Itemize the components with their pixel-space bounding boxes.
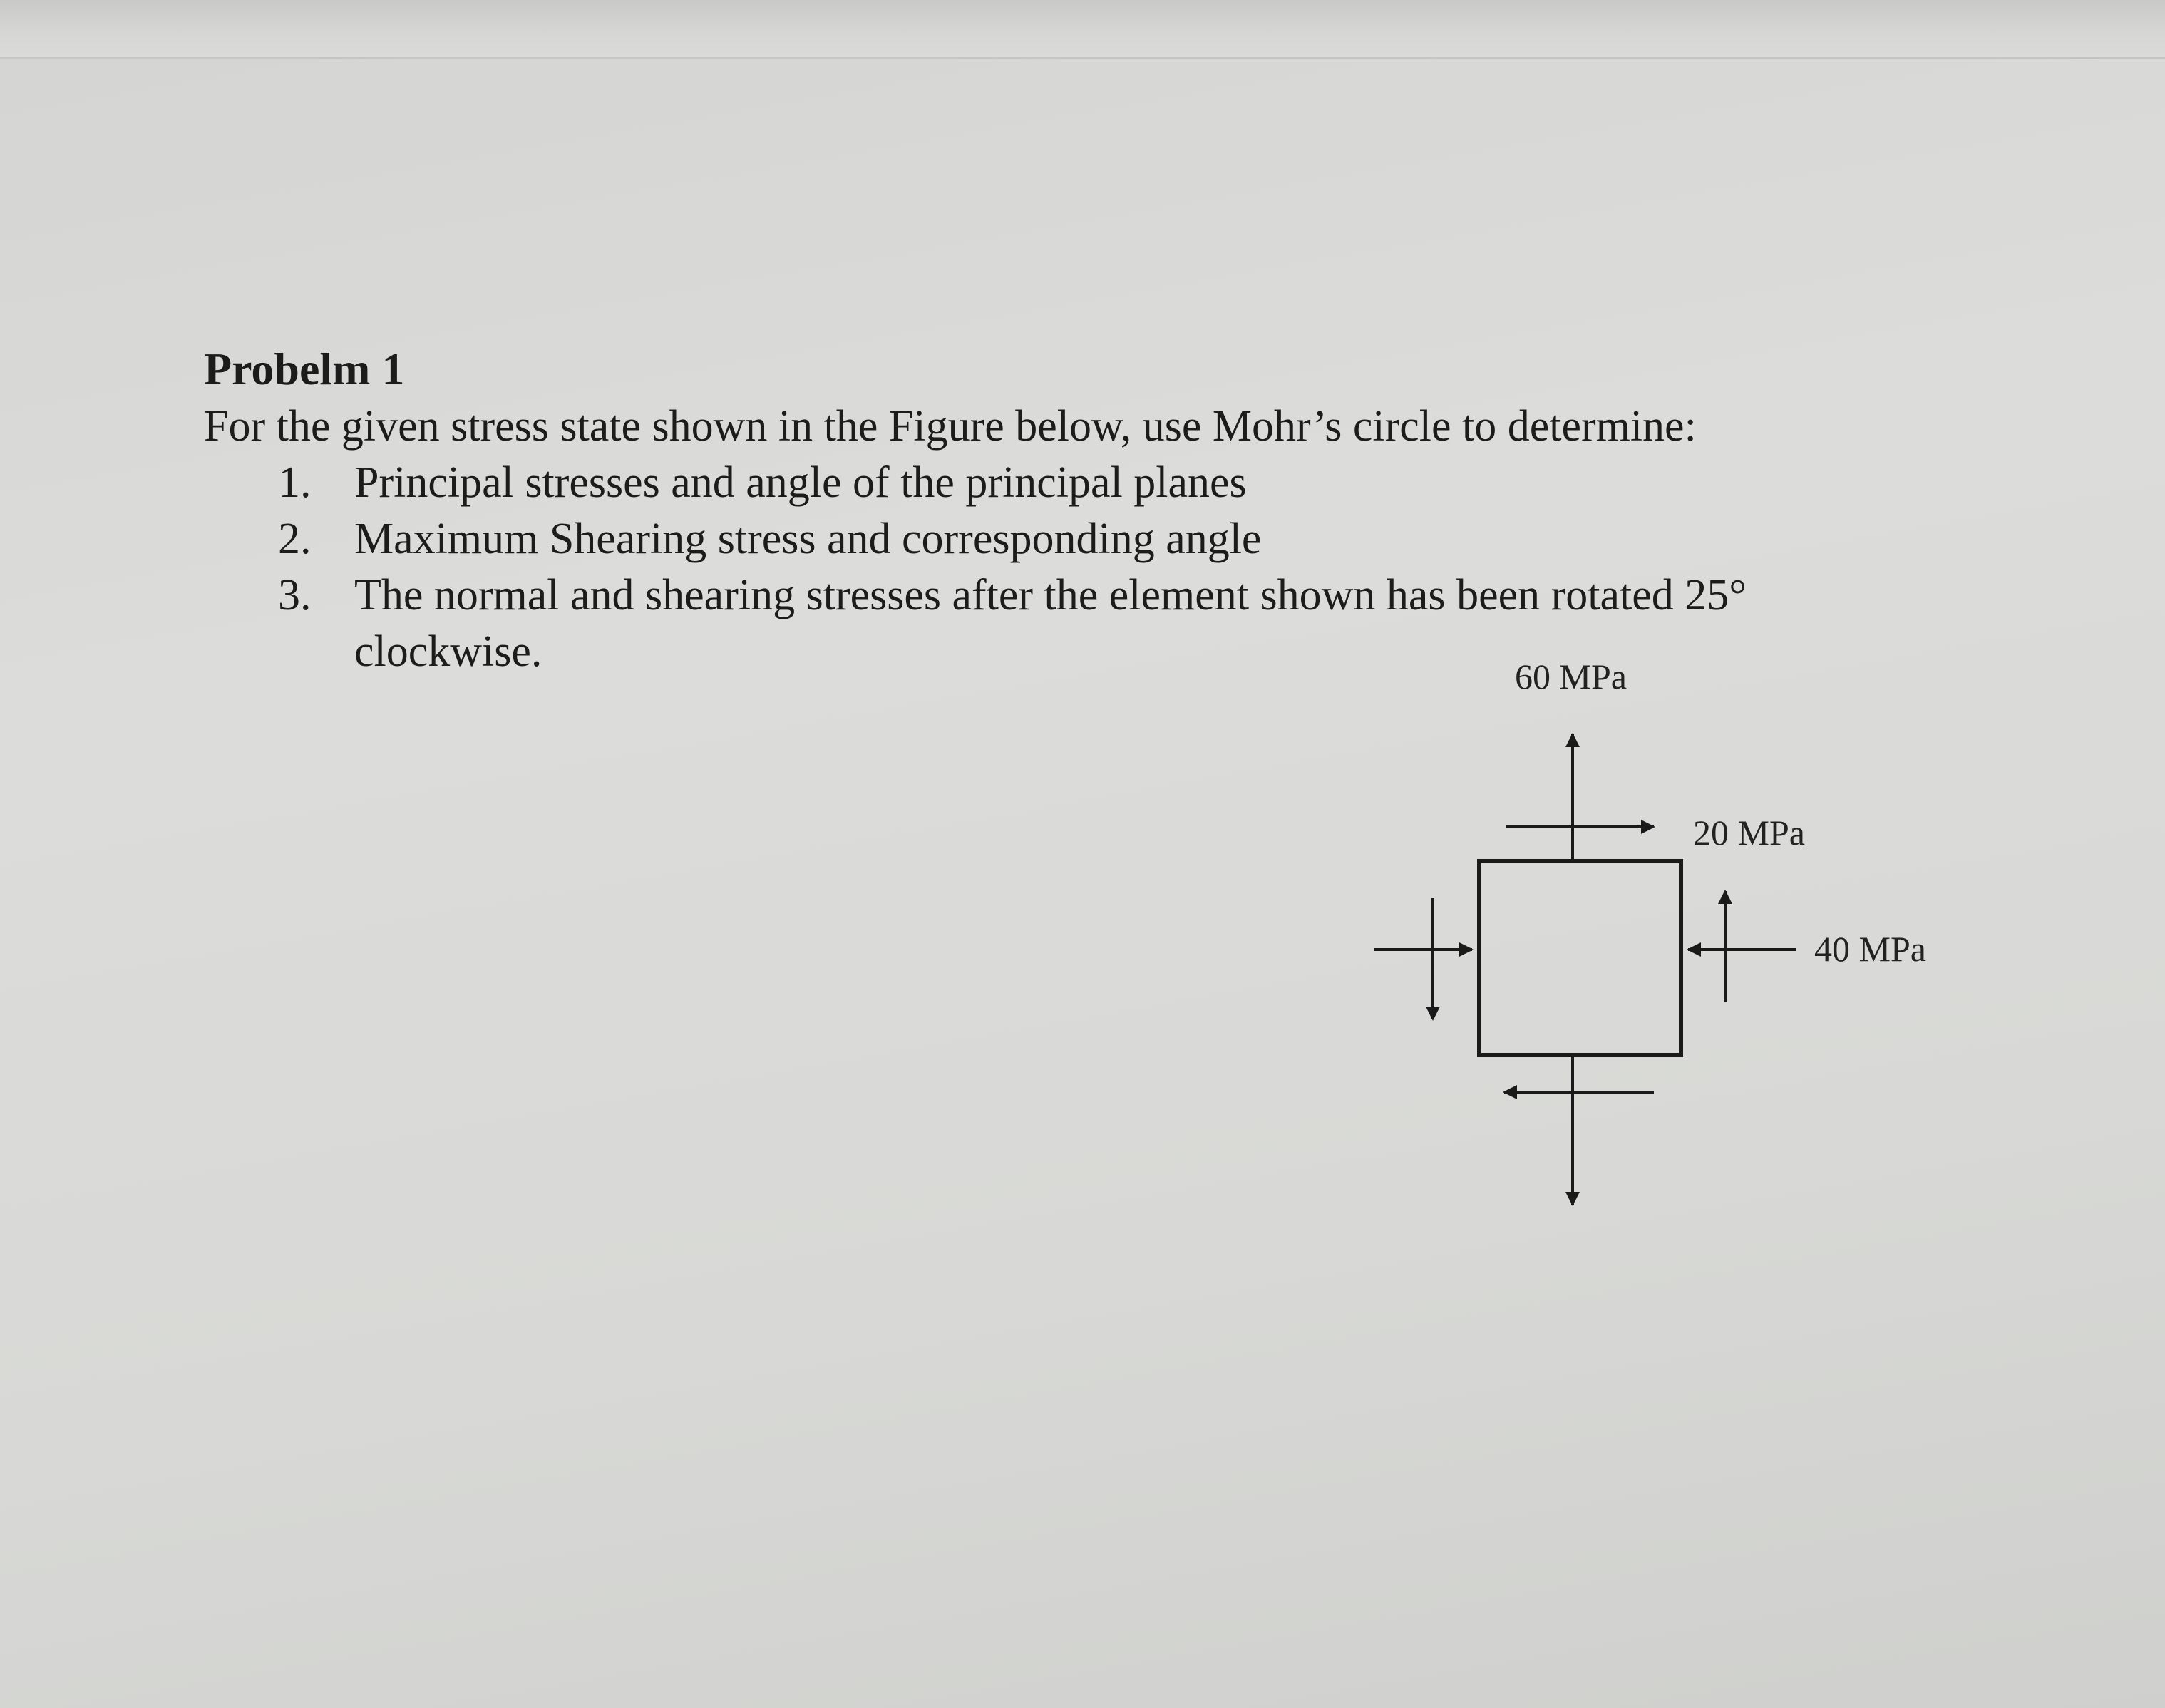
task-number: 2. — [278, 515, 312, 563]
task-list — [204, 455, 1986, 680]
stress-element-square — [1479, 861, 1681, 1055]
task-number: 1. — [278, 458, 312, 507]
task-number: 3. — [278, 571, 312, 619]
problem-title: Probelm 1 — [204, 344, 405, 394]
shear-stress-label: 20 MPa — [1693, 813, 1805, 853]
task-text: Principal stresses and angle of the principal planes — [354, 458, 1247, 507]
list-item — [204, 511, 1915, 567]
problem-document — [204, 341, 1986, 680]
normal-stress-y-label: 60 MPa — [1515, 657, 1627, 696]
normal-stress-x-label: 40 MPa — [1814, 929, 1926, 969]
task-text: The normal and shearing stresses after the element shown has been rotated 25° clockwise. — [354, 571, 1747, 676]
stress-element-diagram — [1354, 656, 1996, 1240]
monitor-bezel-edge — [0, 0, 2165, 59]
stress-element-figure — [1354, 656, 1996, 1240]
problem-intro: For the given stress state shown in the Figure below, use Mohr’s circle to determine: — [204, 402, 1697, 451]
list-item — [204, 455, 1915, 511]
task-text: Maximum Shearing stress and corresponding angle — [354, 515, 1262, 563]
